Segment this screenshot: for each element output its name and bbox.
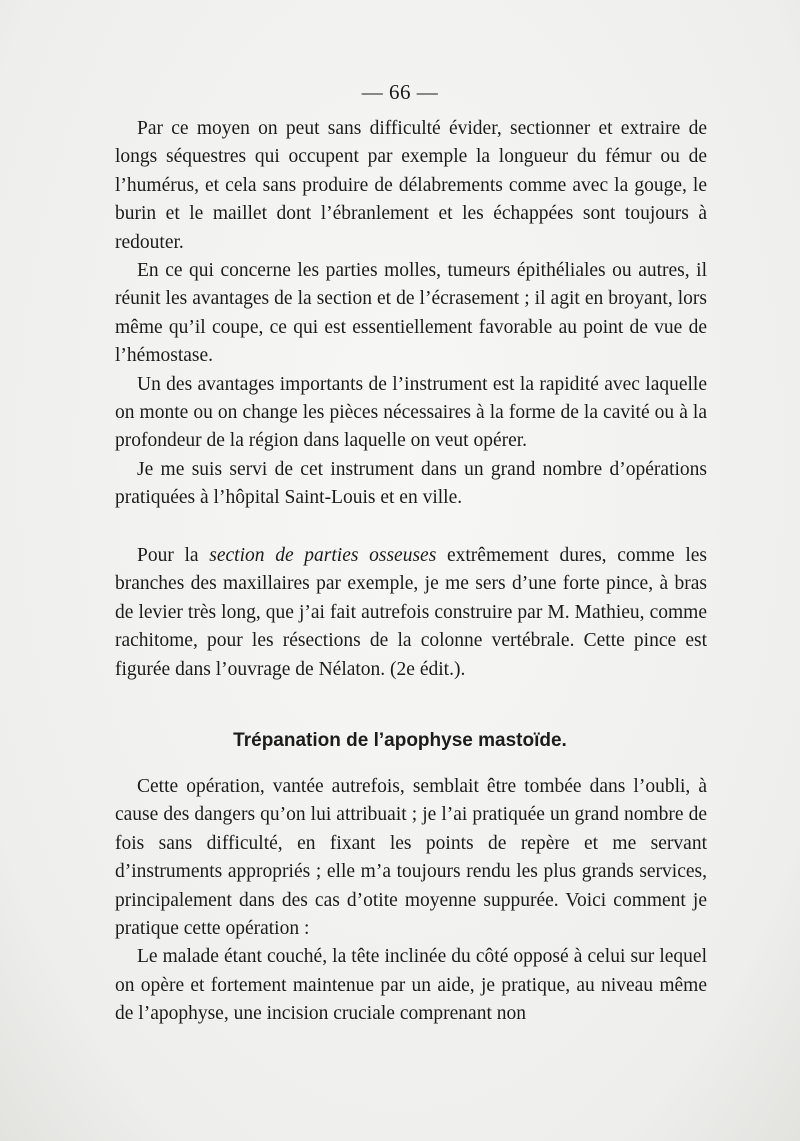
page-number: — 66 — (361, 80, 439, 104)
paragraph-rest: extrêmement dures, comme les branches des maxillaires par exemple, je me sers d’une forte pince, à bras de levier très long, que j’ai fait autrefois construire par M. Mathieu, comme rachitome, pour les résections de la colonne vertébrale. Cette pince est figurée dans l’ouvrage de Nélaton. (2e édit.). (115, 545, 707, 680)
paragraph: Je me suis servi de cet instrument dans un grand nombre d’opérations pratiquées à l’hôpital Saint-Louis et en ville. (115, 458, 707, 509)
paragraph: Le malade étant couché, la tête inclinée du côté opposé à celui sur lequel on opère et fortement maintenue par un aide, je pratique, au niveau même de l’apophyse, une incision cruciale comprenant non (115, 946, 707, 1025)
paragraph-section (115, 542, 707, 684)
text-block-section (115, 542, 707, 684)
paragraph: En ce qui concerne les parties molles, tumeurs épithéliales ou autres, il réunit les avantages de la section et de l’écrasement ; il agit en broyant, lors même qu’il coupe, ce qui est essentiellement favorable au point de vue de l’hémostase. (115, 260, 707, 367)
paragraph: Cette opération, vantée autrefois, semblait être tombée dans l’oubli, à cause des dangers qu’on lui attribuait ; je l’ai pratiquée un grand nombre de fois sans difficulté, en fixant les points de repère et me servant d’instruments appropriés ; elle m’a toujours rendu les plus grands services, principalement dans des cas d’otite moyenne suppurée. Voici comment je pratique cette opération : (115, 776, 707, 940)
paragraph: Un des avantages importants de l’instrument est la rapidité avec laquelle on monte ou on change les pièces nécessaires à la forme de la cavité ou à la profondeur de la région dans laquelle on veut opérer. (115, 373, 707, 452)
section-heading: Trépanation de l’apophyse mastoïde. (233, 730, 567, 751)
text-block-top (115, 115, 707, 513)
paragraph: Par ce moyen on peut sans difficulté évider, sectionner et extraire de longs séquestres qui occupent par exemple la longueur du fémur ou de l’humérus, et cela sans produire de délabrements comme avec la gouge, le burin et le maillet dont l’ébranlement et les échappées sont toujours à redouter. (115, 118, 707, 253)
paragraph-lead: Pour la (137, 545, 199, 566)
text-block-bottom (115, 773, 707, 1029)
paragraph-italic-term: section de parties osseuses (209, 545, 437, 566)
